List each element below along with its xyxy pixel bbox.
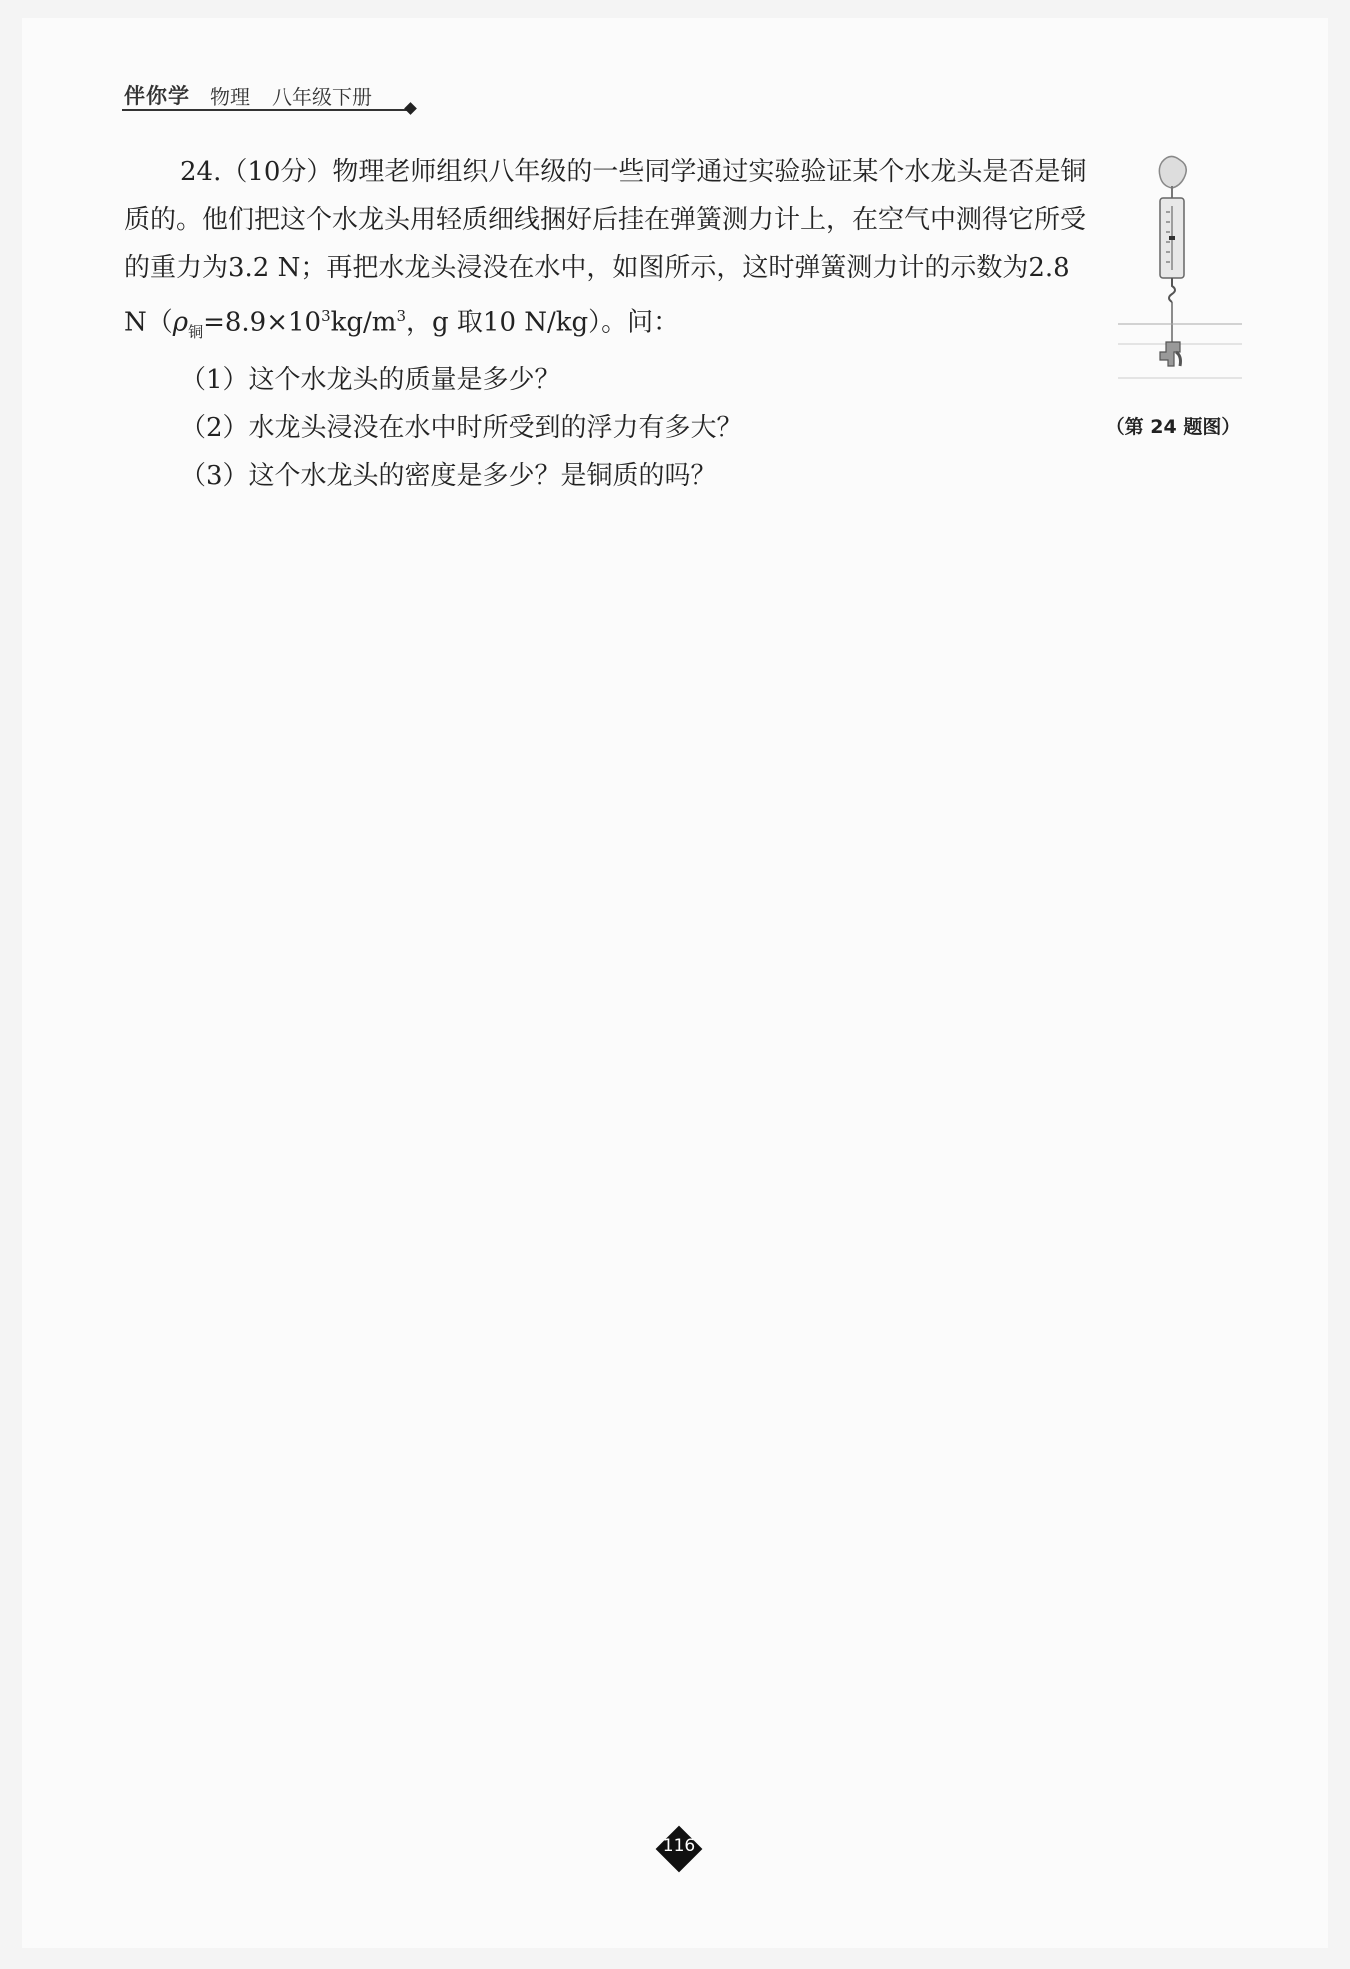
sub-question-2: （2）水龙头浸没在水中时所受到的浮力有多大？: [180, 412, 743, 443]
page-number: 116: [662, 1836, 696, 1856]
question-stem: 24.（10分）物理老师组织八年级的一些同学通过实验验证某个水龙头是否是铜质的。他们把这个水龙头用轻质细线捆好后挂在弹簧测力计上，在空气中测得它所受的重力为3.2 N；再把水龙头浸没在水中，如图所示，这时弹簧测力计的示数为2.8 $N(\rho_铜=8.9\times 10^3kg/m^3$，g 取10 N/kg）。问：: [124, 157, 1087, 341]
question-24: [124, 148, 1094, 500]
header-rule: [122, 109, 412, 111]
figure-caption: （第 24 题图）: [1105, 416, 1241, 438]
subject-label: 物理: [210, 85, 250, 109]
book-brand: 伴你学: [124, 84, 190, 108]
sub-question-1: （1）这个水龙头的质量是多少？: [180, 364, 561, 395]
grade-label: 八年级下册: [272, 85, 372, 109]
running-header: [124, 80, 414, 110]
page-number-badge: [656, 1826, 702, 1872]
spring-scale-figure: [1110, 152, 1250, 392]
sub-question-3: （3）这个水龙头的密度是多少？是铜质的吗？: [180, 460, 717, 491]
